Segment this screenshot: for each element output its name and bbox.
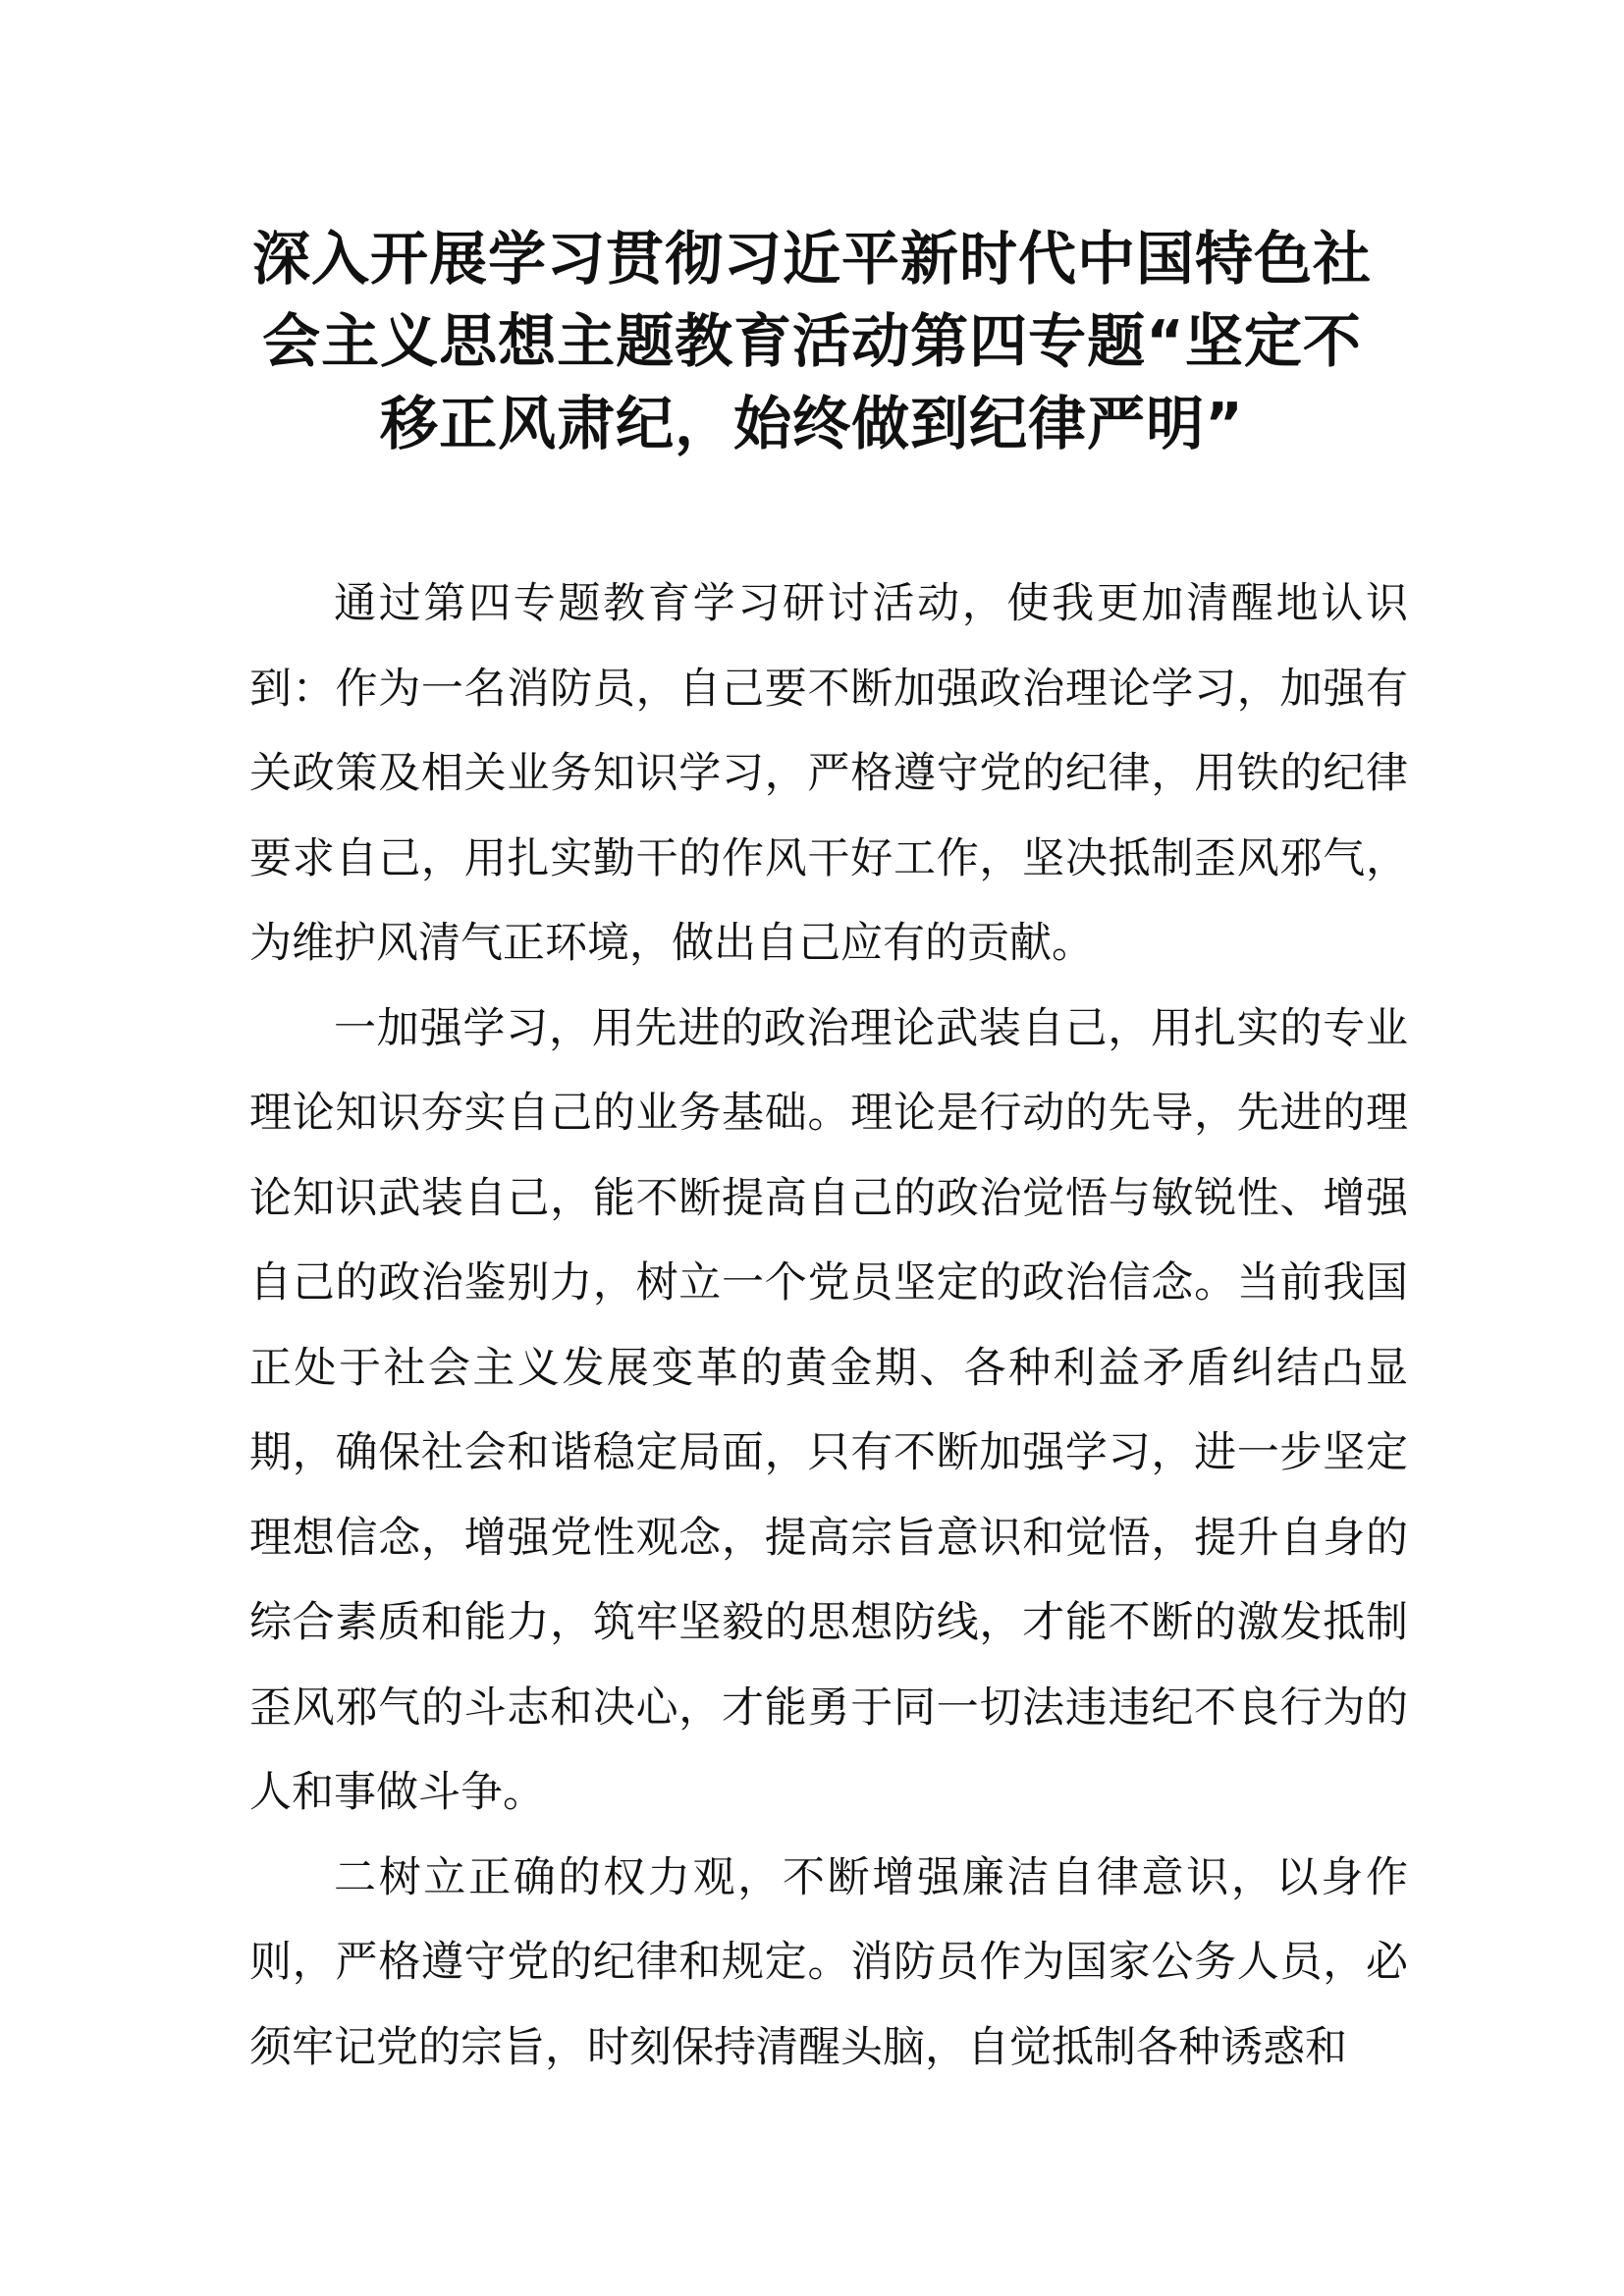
paragraph-intro: 通过第四专题教育学习研讨活动，使我更加清醒地认识到：作为一名消防员，自己要不断加强政治理论学习，加强有关政策及相关业务知识学习，严格遵守党的纪律，用铁的纪律要求自己，用扎实勤干的作风干好工作，坚决抵制歪风邪气，为维护风清气正环境，做出自己应有的贡献。 <box>249 579 1408 968</box>
paragraph-point-two: 二树立正确的权力观，不断增强廉洁自律意识，以身作则，严格遵守党的纪律和规定。消防员作为国家公务人员，必须牢记党的宗旨，时刻保持清醒头脑，自觉抵制各种诱惑和 <box>249 1852 1408 2072</box>
document-body <box>249 561 1408 2090</box>
paragraph-point-one: 一加强学习，用先进的政治理论武装自己，用扎实的专业理论知识夯实自己的业务基础。理论是行动的先导，先进的理论知识武装自己，能不断提高自己的政治觉悟与敏锐性、增强自己的政治鉴别力，树立一个党员坚定的政治信念。当前我国正处于社会主义发展变革的黄金期、各种利益矛盾纠结凸显期，确保社会和谐稳定局面，只有不断加强学习，进一步坚定理想信念，增强党性观念，提高宗旨意识和觉悟，提升自身的综合素质和能力，筑牢坚毅的思想防线，才能不断的激发抵制歪风邪气的斗志和决心，才能勇于同一切法违违纪不良行为的人和事做斗争。 <box>249 1003 1408 1817</box>
document-title: 深入开展学习贯彻习近平新时代中国特色社会主义思想主题教育活动第四专题“坚定不移正风肃纪，始终做到纪律严明” <box>251 225 1372 457</box>
